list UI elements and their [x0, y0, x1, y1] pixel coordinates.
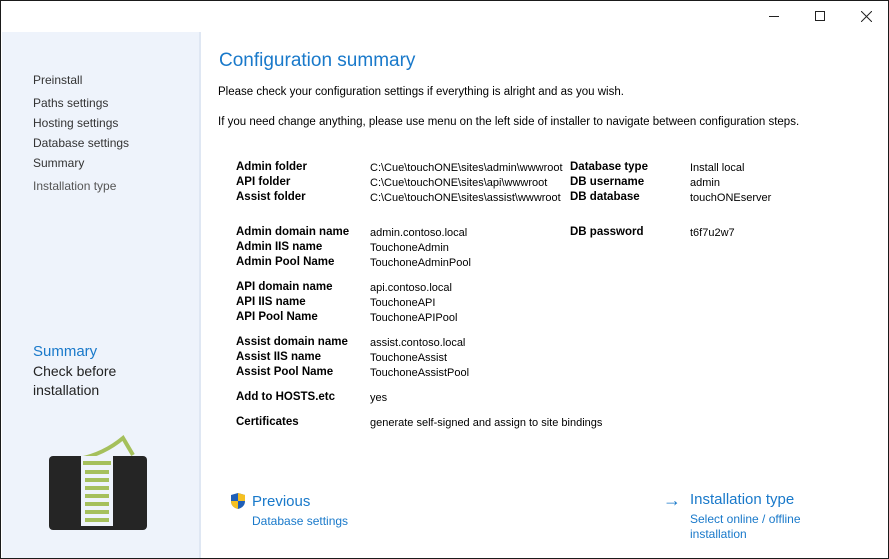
- db-setting-label: DB password: [570, 226, 644, 238]
- setting-value: yes: [370, 392, 388, 404]
- setting-label: Admin folder: [236, 161, 307, 173]
- maximize-button[interactable]: [797, 1, 843, 31]
- db-setting-label: Database type: [570, 161, 648, 173]
- setting-value: TouchoneAPIPool: [370, 312, 458, 324]
- setting-value: generate self-signed and assign to site bindings: [370, 417, 603, 429]
- setting-value: C:\Cue\touchONE\sites\assist\wwwroot: [370, 192, 561, 204]
- setting-value: C:\Cue\touchONE\sites\admin\wwwroot: [370, 162, 563, 174]
- db-setting-label: DB database: [570, 191, 640, 203]
- setting-label: Certificates: [236, 416, 299, 428]
- current-step-desc-2: installation: [33, 382, 100, 398]
- setting-value: TouchoneAssist: [370, 352, 448, 364]
- db-setting-label: DB username: [570, 176, 645, 188]
- setting-value: TouchoneAssistPool: [370, 367, 470, 379]
- sidebar-step-installation-type[interactable]: Installation type: [33, 179, 117, 193]
- next-button[interactable]: Installation type: [690, 491, 795, 508]
- setting-value: TouchoneAdminPool: [370, 257, 471, 269]
- minimize-button[interactable]: [751, 1, 797, 31]
- close-button[interactable]: [843, 1, 889, 31]
- sidebar-step-paths[interactable]: Paths settings: [33, 96, 109, 110]
- setting-label: Assist domain name: [236, 336, 348, 348]
- next-step-desc-2[interactable]: installation: [690, 527, 747, 541]
- db-setting-value: Install local: [690, 162, 745, 174]
- setting-label: Assist Pool Name: [236, 366, 334, 378]
- setting-label: API Pool Name: [236, 311, 318, 323]
- sidebar-step-preinstall[interactable]: Preinstall: [33, 73, 83, 87]
- db-setting-value: t6f7u2w7: [690, 227, 735, 239]
- page-title: Configuration summary: [219, 50, 416, 71]
- db-setting-value: touchONEserver: [690, 192, 772, 204]
- sidebar: [2, 32, 201, 558]
- setting-value: TouchoneAdmin: [370, 242, 449, 254]
- installer-logo-icon: [49, 434, 147, 530]
- intro-text-2: If you need change anything, please use menu on the left side of installer to navigate between configuration steps.: [218, 116, 800, 128]
- setting-label: API IIS name: [236, 296, 306, 308]
- next-step-desc[interactable]: Select online / offline: [690, 512, 801, 526]
- db-setting-value: admin: [690, 177, 720, 189]
- setting-label: Admin Pool Name: [236, 256, 335, 268]
- setting-value: assist.contoso.local: [370, 337, 466, 349]
- setting-value: api.contoso.local: [370, 282, 452, 294]
- previous-button[interactable]: Previous: [252, 493, 311, 510]
- sidebar-step-hosting[interactable]: Hosting settings: [33, 116, 119, 130]
- setting-label: Admin domain name: [236, 226, 350, 238]
- setting-label: Add to HOSTS.etc: [236, 391, 336, 403]
- setting-label: Assist IIS name: [236, 351, 322, 363]
- sidebar-step-database[interactable]: Database settings: [33, 136, 130, 150]
- setting-value: C:\Cue\touchONE\sites\api\wwwroot: [370, 177, 548, 189]
- current-step-title: Summary: [33, 343, 98, 360]
- arrow-right-icon: →: [663, 490, 681, 510]
- previous-step-link[interactable]: Database settings: [252, 514, 349, 528]
- setting-label: Admin IIS name: [236, 241, 323, 253]
- current-step-desc: Check before: [33, 363, 117, 379]
- shield-icon: [230, 492, 246, 510]
- setting-label: API folder: [236, 176, 291, 188]
- setting-label: Assist folder: [236, 191, 306, 203]
- setting-value: admin.contoso.local: [370, 227, 468, 239]
- intro-text: Please check your configuration settings if everything is alright and as you wish.: [218, 86, 624, 98]
- sidebar-step-summary[interactable]: Summary: [33, 156, 85, 170]
- setting-label: API domain name: [236, 281, 333, 293]
- setting-value: TouchoneAPI: [370, 297, 436, 309]
